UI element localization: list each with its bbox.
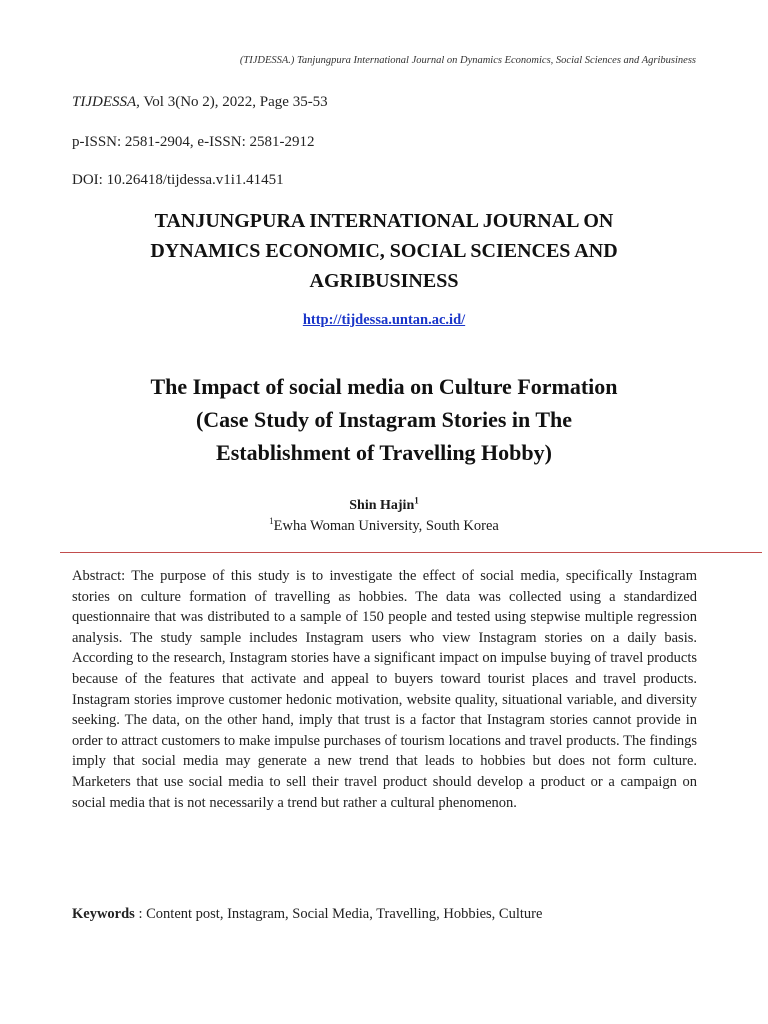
- abstract: Abstract: The purpose of this study is to investigate the effect of social media, specifically Instagram stories on culture formation of travelling as hobbies. The data was collected using a standardized questionnaire that was distributed to a sample of 150 people and tested using stepwise multiple regression analysis. The study sample includes Instagram users who view Instagram stories on a daily basis. According to the research, Instagram stories have a significant impact on impulse buying of travel products because of the features that activate and appeal to buyers toward tourist places and travel products. Instagram stories improve customer hedonic motivation, website quality, situational variable, and diversity seeking. The data, on the other hand, imply that trust is a factor that Instagram stories cannot provide in order to attract customers to make impulse purchases of tourism locations and travel products. The findings imply that social media may generate a new trend that leads to hobbies but does not form culture. Marketers that use social media to sell their travel product should develop a product or a campaign on social media that is not necessarily a trend but rather a cultural phenomenon.: [72, 568, 697, 811]
- running-header: (TIJDESSA.) Tanjungpura International Journal on Dynamics Economics, Social Sciences and Agribusiness: [239, 55, 696, 66]
- issn-line: p-ISSN: 2581-2904, e-ISSN: 2581-2912: [72, 134, 315, 150]
- journal-title-line: AGRIBUSINESS: [309, 270, 459, 292]
- author-superscript: 1: [414, 495, 419, 506]
- article-title-line: Establishment of Travelling Hobby): [216, 440, 552, 465]
- article-title-line: The Impact of social media on Culture Formation: [150, 374, 618, 399]
- volume-line: [72, 94, 328, 111]
- section-divider: [60, 552, 762, 553]
- volume-info: Vol 3(No 2), 2022, Page 35-53: [143, 94, 328, 110]
- doi-line: DOI: 10.26418/tijdessa.v1i1.41451: [72, 172, 284, 188]
- journal-title-line: TANJUNGPURA INTERNATIONAL JOURNAL ON: [154, 210, 614, 232]
- affiliation-text: Ewha Woman University, South Korea: [273, 518, 499, 534]
- author-name: Shin Hajin: [349, 498, 415, 513]
- journal-title-line: DYNAMICS ECONOMIC, SOCIAL SCIENCES AND: [150, 240, 618, 262]
- journal-url-link[interactable]: http://tijdessa.untan.ac.id/: [302, 312, 466, 328]
- keywords: [72, 906, 697, 923]
- author: [72, 495, 696, 514]
- journal-abbreviation: TIJDESSA,: [72, 94, 140, 110]
- article-title: [72, 370, 696, 469]
- affiliation-superscript: 1: [269, 516, 274, 527]
- keywords-text: : Content post, Instagram, Social Media, Travelling, Hobbies, Culture: [134, 906, 543, 922]
- keywords-label: Keywords: [72, 906, 135, 922]
- journal-title: [72, 206, 696, 296]
- affiliation: [72, 518, 696, 535]
- article-title-line: (Case Study of Instagram Stories in The: [195, 407, 573, 432]
